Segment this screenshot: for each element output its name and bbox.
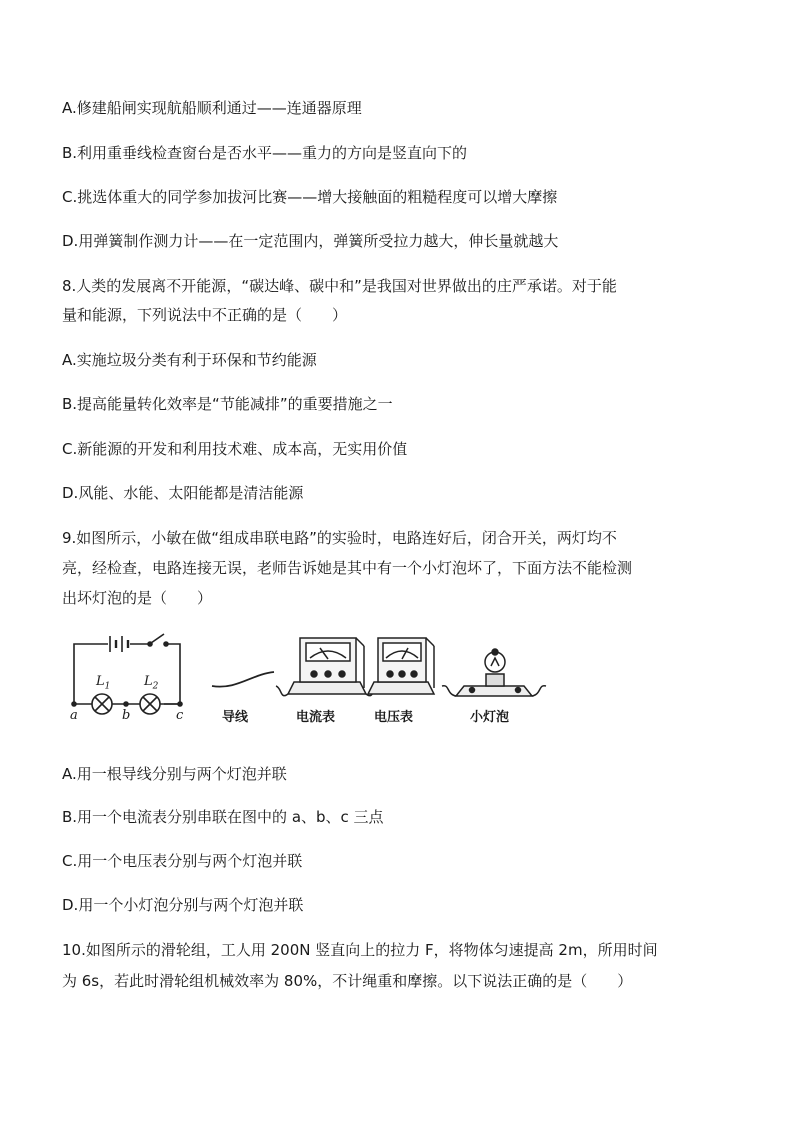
bulb-caption: 小灯泡	[470, 710, 510, 725]
q10-stem-line2: 为 6s，若此时滑轮组机械效率为 80%，不计绳重和摩擦。以下说法正确的是（ ）	[62, 972, 633, 990]
q9-stem-line3: 出坏灯泡的是（ ）	[62, 589, 213, 607]
circuit-diagram	[72, 634, 182, 714]
lamp1-label: $L_1$	[96, 674, 111, 692]
q8-stem-line1: 8.人类的发展离不开能源，“碳达峰、碳中和”是我国对世界做出的庄严承诺。对于能	[62, 277, 617, 295]
voltmeter-drawing	[368, 638, 434, 694]
q8-option-c: C.新能源的开发和利用技术难、成本高，无实用价值	[62, 440, 408, 458]
q7-option-d: D.用弹簧制作测力计——在一定范围内，弹簧所受拉力越大，伸长量就越大	[62, 232, 559, 250]
point-a-label: a	[70, 708, 78, 723]
lamp2-label: $L_2$	[144, 674, 159, 692]
q10-stem-line1: 10.如图所示的滑轮组，工人用 200N 竖直向上的拉力 F，将物体匀速提高 2m，所用时间	[62, 941, 658, 959]
q9-stem-line2: 亮，经检查，电路连接无误，老师告诉她是其中有一个小灯泡坏了，下面方法不能检测	[62, 559, 633, 577]
q8-option-b: B.提高能量转化效率是“节能减排”的重要措施之一	[62, 395, 393, 413]
point-b-label: b	[122, 708, 131, 723]
q9-option-b: B.用一个电流表分别串联在图中的 a、b、c 三点	[62, 808, 384, 826]
q7-option-b: B.利用重垂线检查窗台是否水平——重力的方向是竖直向下的	[62, 144, 468, 162]
q9-option-a: A.用一根导线分别与两个灯泡并联	[62, 765, 287, 783]
wire-drawing	[212, 672, 274, 687]
q8-stem-line2: 量和能源，下列说法中不正确的是（ ）	[62, 306, 348, 324]
ammeter-caption: 电流表	[296, 710, 336, 725]
q9-option-d: D.用一个小灯泡分别与两个灯泡并联	[62, 896, 304, 914]
wire-caption: 导线	[222, 710, 249, 725]
q7-option-c: C.挑选体重大的同学参加拔河比赛——增大接触面的粗糙程度可以增大摩擦	[62, 188, 558, 206]
q7-option-a: A.修建船闸实现航船顺利通过——连通器原理	[62, 99, 362, 117]
q8-option-a: A.实施垃圾分类有利于环保和节约能源	[62, 351, 317, 369]
q9-option-c: C.用一个电压表分别与两个灯泡并联	[62, 852, 303, 870]
point-c-label: c	[176, 708, 184, 723]
q8-option-d: D.风能、水能、太阳能都是清洁能源	[62, 484, 304, 502]
bulb-drawing	[442, 649, 546, 696]
ammeter-drawing	[276, 638, 378, 696]
voltmeter-caption: 电压表	[374, 710, 414, 725]
q9-stem-line1: 9.如图所示，小敏在做“组成串联电路”的实验时，电路连好后，闭合开关，两灯均不	[62, 529, 617, 547]
q9-figure	[62, 628, 582, 728]
